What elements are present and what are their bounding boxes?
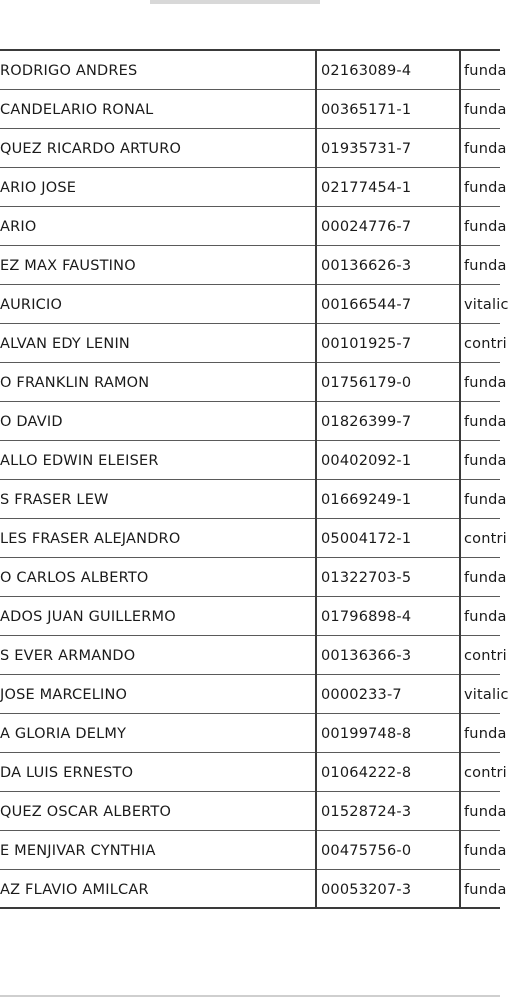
code-cell: 02177454-1 (316, 167, 460, 206)
code-cell: 00053207-3 (316, 869, 460, 908)
code-cell: 01935731-7 (316, 128, 460, 167)
code-cell: 01528724-3 (316, 791, 460, 830)
table-row (0, 245, 500, 284)
name-cell: EZ MAX FAUSTINO (0, 245, 316, 284)
code-cell: 00136366-3 (316, 635, 460, 674)
code-cell: 05004172-1 (316, 518, 460, 557)
type-cell: contri (460, 635, 500, 674)
table-row (0, 440, 500, 479)
table-row (0, 362, 500, 401)
type-cell: funda (460, 479, 500, 518)
name-cell: AZ FLAVIO AMILCAR (0, 869, 316, 908)
member-table-body (0, 50, 509, 908)
name-cell: O FRANKLIN RAMON (0, 362, 316, 401)
name-cell: ARIO JOSE (0, 167, 316, 206)
name-cell: O DAVID (0, 401, 316, 440)
type-cell: funda (460, 206, 500, 245)
name-cell: AURICIO (0, 284, 316, 323)
name-cell: ALLO EDWIN ELEISER (0, 440, 316, 479)
table-row (0, 284, 500, 323)
code-cell: 00475756-0 (316, 830, 460, 869)
name-cell: DA LUIS ERNESTO (0, 752, 316, 791)
table-row (0, 557, 500, 596)
code-cell: 0000233-7 (316, 674, 460, 713)
type-cell: funda (460, 869, 500, 908)
type-cell: funda (460, 362, 500, 401)
table-row (0, 479, 500, 518)
code-cell: 01669249-1 (316, 479, 460, 518)
name-cell: QUEZ RICARDO ARTURO (0, 128, 316, 167)
type-cell: funda (460, 830, 500, 869)
scan-edge-mark (150, 0, 320, 4)
type-cell: funda (460, 557, 500, 596)
type-cell: vitalic (460, 674, 500, 713)
table-row (0, 128, 500, 167)
name-cell: O CARLOS ALBERTO (0, 557, 316, 596)
type-cell: funda (460, 167, 500, 206)
name-cell: A GLORIA DELMY (0, 713, 316, 752)
name-cell: ARIO (0, 206, 316, 245)
type-cell: funda (460, 128, 500, 167)
table-row (0, 596, 500, 635)
name-cell: CANDELARIO RONAL (0, 89, 316, 128)
member-table (0, 49, 509, 909)
table-row (0, 635, 500, 674)
table-row (0, 89, 500, 128)
table-row (0, 50, 500, 89)
table-row (0, 791, 500, 830)
code-cell: 00101925-7 (316, 323, 460, 362)
name-cell: ALVAN EDY LENIN (0, 323, 316, 362)
name-cell: ADOS JUAN GUILLERMO (0, 596, 316, 635)
table-row (0, 869, 500, 908)
table-row (0, 167, 500, 206)
type-cell: contri (460, 518, 500, 557)
type-cell: contri (460, 323, 500, 362)
code-cell: 01756179-0 (316, 362, 460, 401)
name-cell: RODRIGO ANDRES (0, 50, 316, 89)
type-cell: funda (460, 713, 500, 752)
name-cell: LES FRASER ALEJANDRO (0, 518, 316, 557)
code-cell: 00199748-8 (316, 713, 460, 752)
table-row (0, 713, 500, 752)
code-cell: 01322703-5 (316, 557, 460, 596)
name-cell: JOSE MARCELINO (0, 674, 316, 713)
table-row (0, 830, 500, 869)
type-cell: funda (460, 596, 500, 635)
type-cell: vitalic (460, 284, 500, 323)
page-bottom-edge (0, 995, 500, 997)
code-cell: 00024776-7 (316, 206, 460, 245)
code-cell: 00365171-1 (316, 89, 460, 128)
type-cell: funda (460, 440, 500, 479)
table-row (0, 206, 500, 245)
name-cell: S FRASER LEW (0, 479, 316, 518)
code-cell: 01064222-8 (316, 752, 460, 791)
table-row (0, 752, 500, 791)
type-cell: contri (460, 752, 500, 791)
table-row (0, 323, 500, 362)
table-row (0, 401, 500, 440)
name-cell: S EVER ARMANDO (0, 635, 316, 674)
code-cell: 00166544-7 (316, 284, 460, 323)
type-cell: funda (460, 89, 500, 128)
code-cell: 01796898-4 (316, 596, 460, 635)
code-cell: 02163089-4 (316, 50, 460, 89)
code-cell: 00136626-3 (316, 245, 460, 284)
name-cell: E MENJIVAR CYNTHIA (0, 830, 316, 869)
name-cell: QUEZ OSCAR ALBERTO (0, 791, 316, 830)
type-cell: funda (460, 245, 500, 284)
table-row (0, 674, 500, 713)
code-cell: 00402092-1 (316, 440, 460, 479)
type-cell: funda (460, 50, 500, 89)
type-cell: funda (460, 401, 500, 440)
type-cell: funda (460, 791, 500, 830)
table-row (0, 518, 500, 557)
code-cell: 01826399-7 (316, 401, 460, 440)
